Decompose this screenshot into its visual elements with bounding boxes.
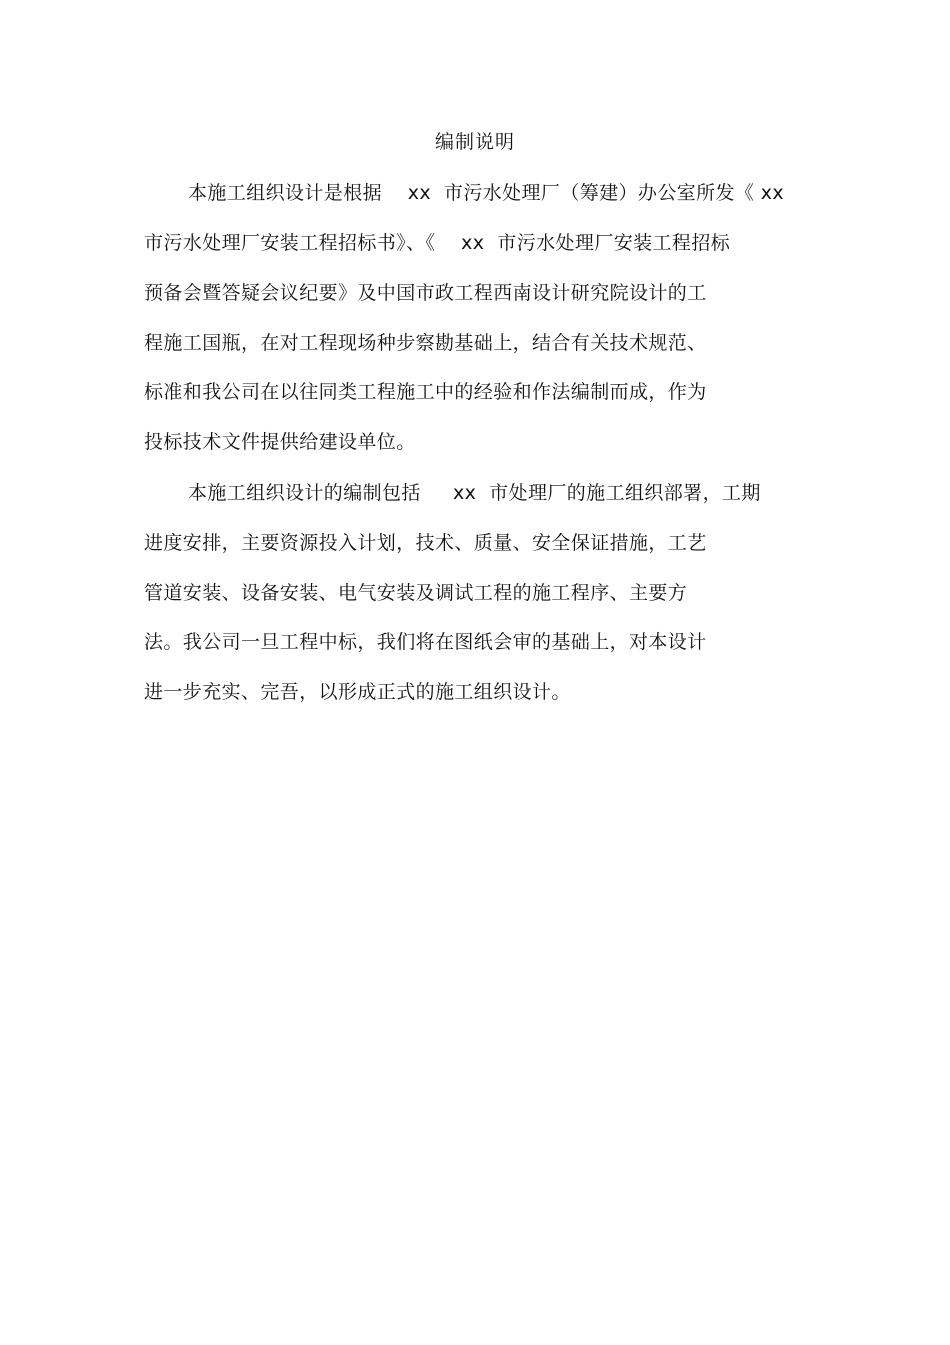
paragraph-line: 本施工组织设计的编制包括 xx 市处理厂的施工组织部署，工期 xyxy=(188,482,761,504)
paragraph-line: 进度安排，主要资源投入计划，技术、质量、安全保证措施，工艺 xyxy=(144,532,707,554)
paragraph-line: 进一步充实、完吾，以形成正式的施工组织设计。 xyxy=(144,681,571,703)
paragraph-line: 管道安装、设备安装、电气安装及调试工程的施工程序、主要方 xyxy=(144,582,688,604)
paragraph-line: 市污水处理厂安装工程招标书》、《 xx 市污水处理厂安装工程招标 xyxy=(144,232,731,254)
paragraph-line: 法。我公司一旦工程中标，我们将在图纸会审的基础上，对本设计 xyxy=(144,631,707,653)
paragraph-line: 本施工组织设计是根据 xx 市污水处理厂（筹建）办公室所发《 xx xyxy=(188,182,785,204)
document-title: 编制说明 xyxy=(434,131,515,153)
paragraph-line: 预备会暨答疑会议纪要》及中国市政工程西南设计研究院设计的工 xyxy=(144,282,707,304)
paragraph-line: 标准和我公司在以往同类工程施工中的经验和作法编制而成，作为 xyxy=(144,381,707,403)
paragraph-line: 程施工国瓶，在对工程现场种步察勘基础上，结合有关技术规范、 xyxy=(144,332,707,354)
paragraph-line: 投标技术文件提供给建设单位。 xyxy=(144,431,416,453)
